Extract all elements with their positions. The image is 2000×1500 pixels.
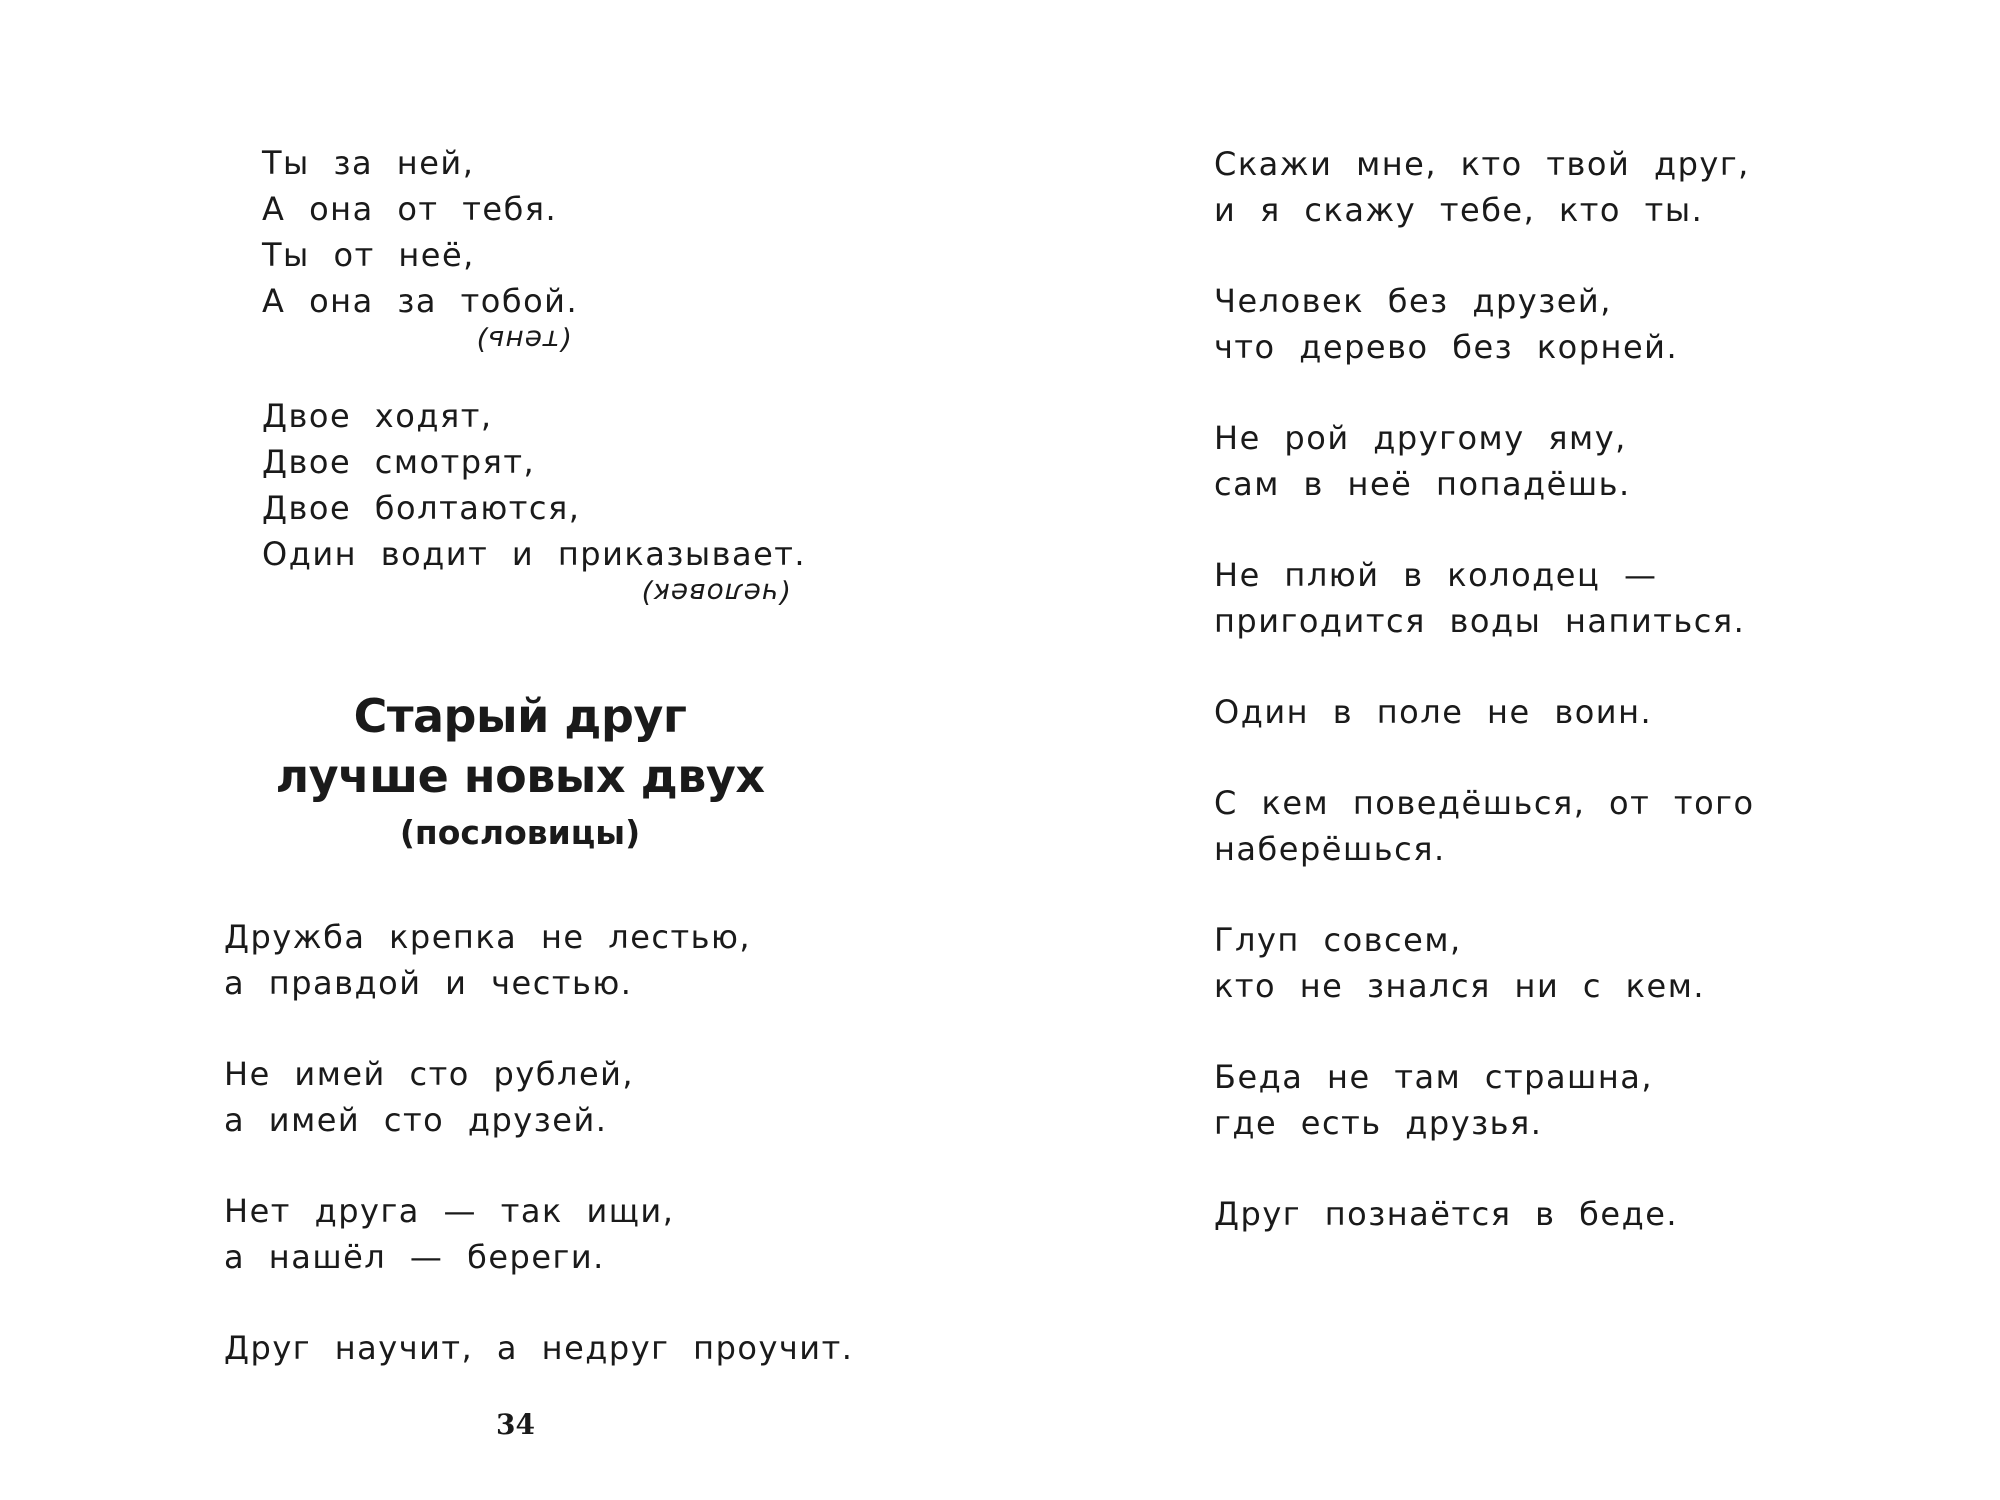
riddle-answer-upside-down: (тень): [475, 324, 572, 357]
section-heading: [230, 686, 810, 858]
proverb-line: наберёшься.: [1214, 830, 1446, 868]
proverb: [1214, 780, 1755, 872]
riddle-answer-upside-down: (человек): [640, 577, 791, 610]
proverb-line: кто не знался ни с кем.: [1214, 967, 1705, 1005]
proverb-line: Человек без друзей,: [1214, 282, 1612, 320]
heading-title-line: Старый друг: [353, 689, 687, 743]
proverb-line: Глуп совсем,: [1214, 921, 1462, 959]
proverb: [1214, 917, 1755, 1009]
riddle-line: Двое смотрят,: [262, 443, 536, 481]
proverb-line: где есть друзья.: [1214, 1104, 1543, 1142]
proverb: [224, 1325, 853, 1371]
proverb-line: Нет друга — так ищи,: [224, 1192, 675, 1230]
proverb: [224, 914, 853, 1006]
right-page: [1000, 0, 2000, 1500]
proverb-line: а нашёл — береги.: [224, 1238, 605, 1276]
proverb: [1214, 415, 1755, 507]
proverb-line: Друг научит, а недруг проучит.: [224, 1329, 854, 1367]
page-number: 34: [496, 1408, 535, 1441]
proverb-line: Не рой другому яму,: [1214, 419, 1627, 457]
riddle-line: Двое болтаются,: [262, 489, 581, 527]
proverbs-list-left: [224, 914, 853, 1416]
proverb-line: Дружба крепка не лестью,: [224, 918, 752, 956]
riddle-line: А она за тобой.: [262, 282, 579, 320]
proverb: [1214, 1054, 1755, 1146]
proverb-line: Не плюй в колодец —: [1214, 556, 1658, 594]
proverb: [1214, 141, 1755, 233]
proverb-line: сам в неё попадёшь.: [1214, 465, 1631, 503]
proverb: [224, 1051, 853, 1143]
proverb-line: Друг познаётся в беде.: [1214, 1195, 1679, 1233]
proverb: [1214, 689, 1755, 735]
proverb: [1214, 278, 1755, 370]
heading-subtitle: (пословицы): [399, 813, 641, 852]
proverb-line: Один в поле не воин.: [1214, 693, 1653, 731]
proverb-line: что дерево без корней.: [1214, 328, 1679, 366]
riddle-line: Ты за ней,: [262, 144, 475, 182]
riddle-line: Один водит и приказывает.: [262, 535, 807, 573]
proverb-line: и я скажу тебе, кто ты.: [1214, 191, 1704, 229]
proverb-line: а имей сто друзей.: [224, 1101, 608, 1139]
proverb-line: Скажи мне, кто твой друг,: [1214, 145, 1750, 183]
proverb: [1214, 552, 1755, 644]
proverb-line: Беда не там страшна,: [1214, 1058, 1654, 1096]
riddle-line: Двое ходят,: [262, 397, 493, 435]
proverb-line: пригодится воды напиться.: [1214, 602, 1746, 640]
proverb-line: Не имей сто рублей,: [224, 1055, 635, 1093]
proverb: [224, 1188, 853, 1280]
heading-title-line: лучше новых двух: [275, 749, 765, 803]
riddle-human: [262, 393, 806, 577]
riddle-line: А она от тебя.: [262, 190, 558, 228]
proverb: [1214, 1191, 1755, 1237]
proverb-line: С кем поведёшься, от того: [1214, 784, 1755, 822]
riddle-shadow: [262, 140, 578, 324]
proverb-line: а правдой и честью.: [224, 964, 633, 1002]
riddle-line: Ты от неё,: [262, 236, 475, 274]
proverbs-list-right: [1214, 141, 1755, 1282]
